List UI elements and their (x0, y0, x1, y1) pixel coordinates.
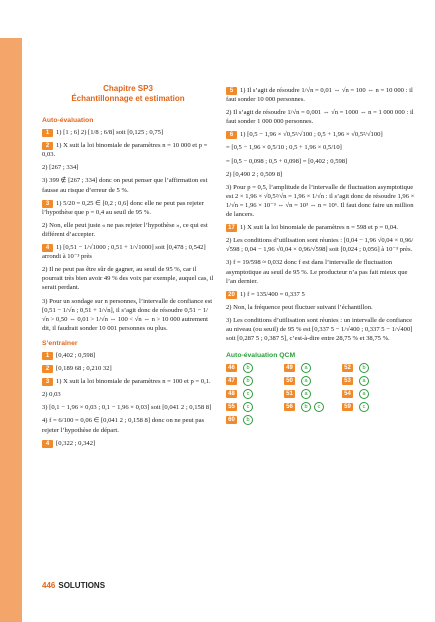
solution-text: 1) [0,5 − 1,96 × √0,5²/√100 ; 0,5 + 1,96 × √0,5²/√100] (240, 131, 383, 139)
solution-item (226, 316, 416, 343)
qcm-answer-circle: a (301, 376, 311, 386)
solution-item (42, 128, 214, 137)
exercise-number-badge: 3 (42, 378, 53, 386)
solution-text: = [0,5 − 1,96 × 0,5/10 ; 0,5 + 1,96 × 0,5/10] (226, 144, 342, 152)
solution-text: [0,402 ; 0,598] (56, 351, 96, 359)
solution-item (42, 364, 214, 373)
exercise-number-badge: 2 (42, 142, 53, 150)
qcm-answer-circle: c (243, 389, 253, 399)
solution-item (42, 403, 214, 412)
qcm-number-badge: 55 (226, 403, 237, 411)
qcm-number-badge: 53 (342, 377, 353, 385)
qcm-heading: Auto-évaluation QCM (226, 352, 296, 360)
qcm-answer-circle: a (359, 389, 369, 399)
solution-item (42, 176, 214, 194)
left-column (42, 112, 214, 452)
exercise-number-badge: 1 (42, 352, 53, 360)
entrainer-heading: S’entraîner (42, 339, 78, 347)
qcm-answer-circle: b (243, 415, 253, 425)
solution-text: 2) Les conditions d’utilisation sont réunies : [0,04 − 1,96 √0,04 × 0,96/√598 ; 0,04 − 1,96 √0,04 × 0,96/√598] soit [0,024 ; 0,056] à 10⁻³ près. (226, 237, 414, 254)
qcm-answer-circle: b (243, 363, 253, 373)
solution-item (42, 297, 214, 333)
qcm-answer-circle: c (359, 402, 369, 412)
entrainer-list (42, 351, 214, 448)
solution-item (42, 351, 214, 360)
exercise-number-badge: 4 (42, 244, 53, 252)
qcm-item (342, 389, 400, 399)
qcm-answer-circle: b (243, 376, 253, 386)
solution-text: 3) f = 19/598 ≈ 0,032 donc f est dans l’intervalle de fluctuation asymptotique au seuil de 95 %. Le producteur n’a pas fait mieux que l’an dernier. (226, 259, 408, 285)
solution-text: 1) X suit la loi binomiale de paramètres n = 10 000 et p = 0,03. (42, 142, 208, 159)
solution-text: 1) f = 135/400 = 0,337 5 (240, 290, 305, 298)
exercise-number-badge: 1 (42, 129, 53, 137)
solution-text: 1) [0,51 − 1/√1000 ; 0,51 + 1/√1000] soit [0,478 ; 0,542] arrondi à 10⁻³ près (42, 244, 206, 261)
solution-text: 3) Les conditions d’utilisation sont réunies : un intervalle de confiance au niveau (ou seuil) de 95 % est [0,337 5 − 1/√400 ; 0,337 5 − 1/√400] soit [0,287 5 ; 0,387 5], c’est-à-dire entre 28,75 % et 38,75 %. (226, 316, 413, 343)
qcm-number-badge: 46 (226, 364, 237, 372)
qcm-item (284, 376, 342, 386)
chapter-title: Chapitre SP3 (103, 84, 153, 93)
solution-item (42, 439, 214, 448)
solution-item (226, 157, 416, 166)
solution-text: 2) [0,490 2 ; 0,509 8] (226, 170, 283, 178)
solution-item (226, 143, 416, 152)
solution-item (42, 377, 214, 386)
solution-item (226, 130, 416, 139)
solution-item (42, 221, 214, 239)
solution-item (42, 243, 214, 261)
solution-item (226, 170, 416, 179)
qcm-number-badge: 50 (284, 377, 295, 385)
solution-text: 2) [267 ; 334] (42, 164, 79, 172)
qcm-item (284, 389, 342, 399)
solution-item (42, 141, 214, 159)
qcm-number-badge: 49 (284, 364, 295, 372)
qcm-number-badge: 60 (226, 416, 237, 424)
solution-text: 2) Non, elle peut juste « ne pas rejeter l’hypothèse », ce qui est différent d’accepter. (42, 221, 208, 238)
qcm-item (342, 376, 400, 386)
solution-item (226, 183, 416, 219)
solutions-list (226, 86, 416, 343)
qcm-answer-circle: a (301, 389, 311, 399)
qcm-item (226, 415, 284, 425)
autoeval-heading: Auto-évaluation (42, 117, 94, 124)
solution-text: 3) [0,1 − 1,96 × 0,03 ; 0,1 − 1,96 × 0,03] soit [0,041 2 ; 0,158 8] (42, 404, 212, 412)
qcm-number-badge: 47 (226, 377, 237, 385)
qcm-number-badge: 52 (342, 364, 353, 372)
solution-item (42, 163, 214, 172)
page-number: 446 (42, 581, 56, 590)
qcm-item (342, 363, 400, 373)
qcm-item (342, 402, 400, 412)
solution-text: [0,322 ; 0,342] (56, 439, 96, 447)
solution-text: 1) Il s’agit de résoudre 1/√n = 0,01 ⇔ √n = 100 ⇔ n = 10 000 : il faut sonder 10 000 personnes. (226, 87, 413, 104)
solution-text: 3) Pour un sondage sur n personnes, l’intervalle de confiance est [0,51 − 1/√n ; 0,51 + 1/√n], il s’agit donc de résoudre 0,51 − 1/√n > 0,50 ⇔ 0,01 > 1/√n ⇔ 100 < √n ⇔ n > 10 000 autrement dit, il faudrait sonder 10 001 personnes ou plus. (42, 297, 213, 332)
qcm-item (226, 389, 284, 399)
qcm-number-badge: 48 (226, 390, 237, 398)
qcm-item (226, 376, 284, 386)
solution-text: 2) Il ne peut pas être sûr de gagner, au seuil de 95 %, car il pourrait très bien avoir 49 % des voix par exemple, auquel cas, il serait perdant. (42, 266, 214, 292)
right-column (226, 86, 416, 425)
qcm-item (226, 363, 284, 373)
solution-item (226, 303, 416, 312)
exercise-number-badge: 2 (42, 365, 53, 373)
solution-text: 1) X suit la loi binomiale de paramètres n = 100 et p = 0,1. (56, 378, 211, 386)
solution-text: 3) Pour p = 0,5, l’amplitude de l’intervalle de fluctuation asymptotique est 2 × 1,96 × √0,5²/√n = 1,96 × 1/√n : il s’agit donc de résoudre 1,96 × 1/√n = 1,96 × 10⁻³ ⇔ √n = 10³ ⇔ n = 10⁶. Il faut donc faire un million de lancers. (226, 183, 415, 219)
solution-text: [0,189 68 ; 0,210 32] (56, 365, 112, 373)
solution-text: 1) [1 ; 6] 2) [1/8 ; 6/8] soit [0,125 ; 0,75] (56, 129, 164, 137)
solution-item (226, 108, 416, 126)
solution-text: 4) f = 6/100 = 0,06 ∈ [0,041 2 ; 0,158 8] donc on ne peut pas rejeter l’hypothèse de départ. (42, 417, 205, 434)
chapter-header (42, 84, 214, 104)
qcm-answer-circle: b (359, 363, 369, 373)
exercise-number-badge: 6 (226, 131, 237, 139)
solution-item (226, 290, 416, 299)
qcm-item (284, 363, 342, 373)
qcm-item (226, 402, 284, 412)
solution-item (226, 223, 416, 232)
page-footer (42, 581, 105, 590)
solution-item (226, 236, 416, 254)
qcm-answer-circle: c (314, 402, 324, 412)
exercise-number-badge: 4 (42, 440, 53, 448)
exercise-number-badge: 5 (226, 87, 237, 95)
solution-item (42, 265, 214, 292)
qcm-answer-circle: c (243, 402, 253, 412)
qcm-number-badge: 59 (342, 403, 353, 411)
exercise-number-badge: 3 (42, 200, 53, 208)
qcm-answer-circle: a (301, 363, 311, 373)
autoeval-list (42, 128, 214, 333)
solution-item (226, 86, 416, 104)
solution-item (42, 416, 214, 434)
solution-text: 2) Il s’agit de résoudre 1/√n = 0,001 ⇔ √n = 1000 ⇔ n = 1 000 000 : il faut sonder 1 000 000 personnes. (226, 109, 414, 126)
solution-item (42, 199, 214, 217)
solution-text: 3) 399 ∉ [267 ; 334] donc on peut penser que l’affirmation est fausse au risque d’erreur de 5 %. (42, 177, 208, 194)
qcm-number-badge: 56 (284, 403, 295, 411)
qcm-grid (226, 363, 416, 425)
chapter-subtitle: Échantillonnage et estimation (71, 94, 185, 103)
exercise-number-badge: 20 (226, 291, 237, 299)
qcm-answer-circle: a (359, 376, 369, 386)
qcm-number-badge: 51 (284, 390, 295, 398)
solution-text: 1) 5/20 = 0,25 ∈ [0,2 ; 0,6] donc elle ne peut pas rejeter l’hypothèse que p = 0,4 au seuil de 95 %. (42, 199, 204, 216)
solution-item (42, 390, 214, 399)
footer-label: SOLUTIONS (58, 581, 106, 590)
solution-text: 1) X suit la loi binomiale de paramètres n = 598 et p = 0,04. (240, 224, 398, 232)
solution-text: 2) 0,03 (42, 391, 61, 399)
qcm-answer-circle: b (301, 402, 311, 412)
solution-text: = [0,5 − 0,098 ; 0,5 + 0,098] = [0,402 ; 0,598] (226, 157, 348, 165)
page-side-band (0, 38, 22, 622)
exercise-number-badge: 17 (226, 224, 237, 232)
qcm-number-badge: 54 (342, 390, 353, 398)
solution-item (226, 258, 416, 285)
solution-text: 2) Non, la fréquence peut fluctuer suivant l’échantillon. (226, 303, 373, 311)
qcm-item (284, 402, 342, 412)
